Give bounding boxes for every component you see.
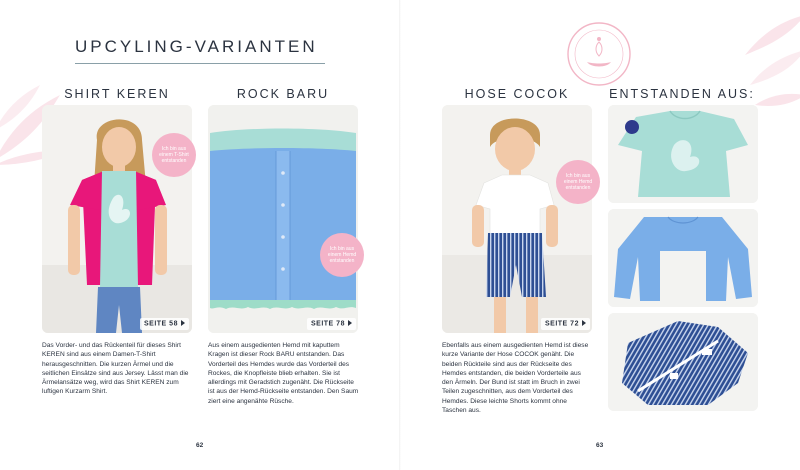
title-underline (75, 63, 325, 64)
arrow-right-icon (348, 320, 352, 326)
page-ref-label: SEITE 78 (311, 320, 345, 328)
book-spine (399, 0, 401, 470)
description-hose-cocok: Ebenfalls aus einem ausgedienten Hemd ist diese kurze Variante der Hose COCOK genäht. Die beiden Rückteile sind aus der Rückseite des Hemdes entstanden, die beiden Vorderteile aus den Ärmeln. Der Bund ist statt im Bruch in zwei Teilen zugeschnitten, aus dem Vorderteil des Hemdes. Diese leichte Shorts kommt ohne Taschen aus. (442, 342, 589, 415)
photo-source-blue-shirt (608, 209, 758, 307)
mint-tshirt-illustration (608, 105, 758, 203)
brand-seal-logo (565, 20, 633, 88)
page-ref-seite-58[interactable] (140, 318, 189, 330)
page-title: UPCYLING-VARIANTEN (75, 37, 318, 56)
blue-shirt-illustration (608, 209, 758, 307)
heading-rock-baru: ROCK BARU (236, 87, 330, 101)
photo-source-striped-shirt (608, 313, 758, 411)
photo-source-tshirt (608, 105, 758, 203)
heading-shirt-keren: SHIRT KEREN (64, 87, 170, 101)
photo-hose-cocok (442, 105, 592, 333)
heading-entstanden-aus: ENTSTANDEN AUS: (609, 87, 755, 101)
heading-hose-cocok: HOSE COCOK (464, 87, 570, 101)
description-rock-baru: Aus einem ausgedienten Hemd mit kaputtem Kragen ist dieser Rock BARU entstanden. Das Vorderteil des Hemdes wurde das Vorderteil des Rockes, die Knopfleiste blieb erhalten. Sie ist allerdings mit Geradstich zugenäht. Die Rückseite ist aus der Hemd-Rückseite entstanden. Den Saum ziert eine angenähte Rüsche. (208, 342, 359, 405)
page-ref-seite-72[interactable] (541, 318, 590, 330)
page-number-left: 62 (196, 442, 204, 449)
speech-bubble: Ich bin aus einem T-Shirt entstanden (152, 133, 196, 177)
description-shirt-keren: Das Vorder- und das Rückenteil für dieses Shirt KEREN sind aus einem Damen-T-Shirt herausgeschnitten. Die kurzen Ärmel und die seitlichen Einsätze sind aus Jersey. Lässt man die Ärmelansätze weg, wird das Shirt KEREN zum luftigen Kurzarm Shirt. (42, 342, 189, 396)
page-ref-seite-78[interactable] (307, 318, 356, 330)
speech-bubble: Ich bin aus einem Hemd entstanden (320, 233, 364, 277)
arrow-right-icon (582, 320, 586, 326)
page-number-right: 63 (596, 442, 604, 449)
skirt-illustration (208, 105, 358, 333)
speech-bubble: Ich bin aus einem Hemd entstanden (556, 160, 600, 204)
page-ref-label: SEITE 72 (545, 320, 579, 328)
photo-rock-baru (208, 105, 358, 333)
page-ref-label: SEITE 58 (144, 320, 178, 328)
arrow-right-icon (181, 320, 185, 326)
striped-shirt-illustration (608, 313, 758, 411)
boy-in-shorts-illustration (442, 105, 592, 333)
